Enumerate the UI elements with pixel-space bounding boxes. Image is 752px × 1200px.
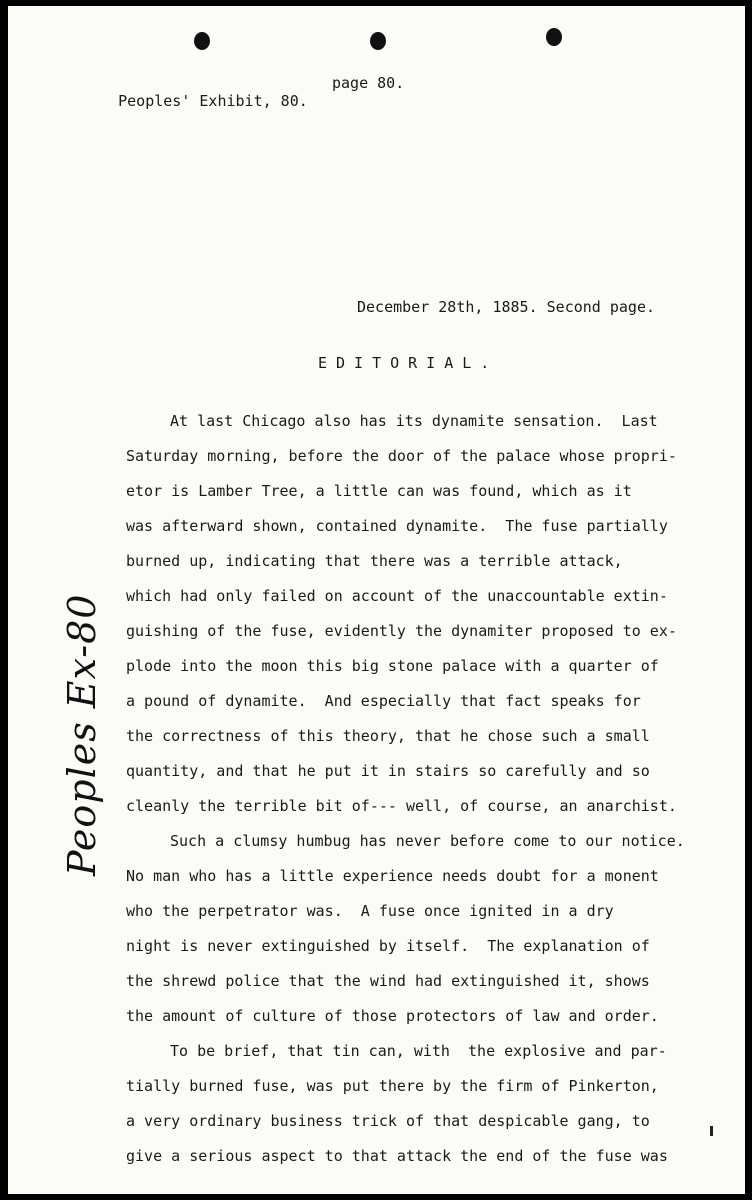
text-line: who the perpetrator was. A fuse once ignited in a dry	[126, 902, 614, 920]
text-line: tially burned fuse, was put there by the firm of Pinkerton,	[126, 1077, 659, 1095]
text-line: To be brief, that tin can, with the explosive and par-	[170, 1042, 667, 1060]
text-line: was afterward shown, contained dynamite. The fuse partially	[126, 517, 668, 535]
punch-hole	[546, 28, 562, 46]
text-line: night is never extinguished by itself. The explanation of	[126, 937, 650, 955]
text-line: the shrewd police that the wind had extinguished it, shows	[126, 972, 650, 990]
text-line: a very ordinary business trick of that despicable gang, to	[126, 1112, 650, 1130]
punch-hole	[194, 32, 210, 50]
text-line: burned up, indicating that there was a terrible attack,	[126, 552, 623, 570]
handwritten-margin-note: Peoples Ex-80	[60, 593, 104, 876]
document-page	[8, 6, 745, 1194]
text-line: quantity, and that he put it in stairs so carefully and so	[126, 762, 650, 780]
text-line: which had only failed on account of the unaccountable extin-	[126, 587, 668, 605]
text-line: At last Chicago also has its dynamite sensation. Last	[170, 412, 658, 430]
text-line: the amount of culture of those protectors of law and order.	[126, 1007, 659, 1025]
text-line: plode into the moon this big stone palace with a quarter of	[126, 657, 659, 675]
text-line: guishing of the fuse, evidently the dynamiter proposed to ex-	[126, 622, 677, 640]
exhibit-label: Peoples' Exhibit, 80.	[118, 92, 308, 110]
page-header	[82, 74, 405, 146]
text-line: No man who has a little experience needs doubt for a monent	[126, 867, 659, 885]
editorial-title: EDITORIAL.	[318, 354, 499, 372]
text-line: etor is Lamber Tree, a little can was found, which as it	[126, 482, 632, 500]
text-line: give a serious aspect to that attack the end of the fuse was	[126, 1147, 668, 1165]
editorial-body	[126, 404, 706, 1174]
text-line: Such a clumsy humbug has never before come to our notice.	[170, 832, 685, 850]
text-line: the correctness of this theory, that he chose such a small	[126, 727, 650, 745]
text-line: a pound of dynamite. And especially that fact speaks for	[126, 692, 641, 710]
punch-hole	[370, 32, 386, 50]
text-line: Saturday morning, before the door of the palace whose propri-	[126, 447, 677, 465]
text-line: cleanly the terrible bit of--- well, of course, an anarchist.	[126, 797, 677, 815]
page-number: page 80.	[332, 74, 405, 92]
margin-mark	[710, 1126, 713, 1136]
dateline: December 28th, 1885. Second page.	[357, 298, 656, 316]
paragraphs	[126, 404, 706, 1174]
